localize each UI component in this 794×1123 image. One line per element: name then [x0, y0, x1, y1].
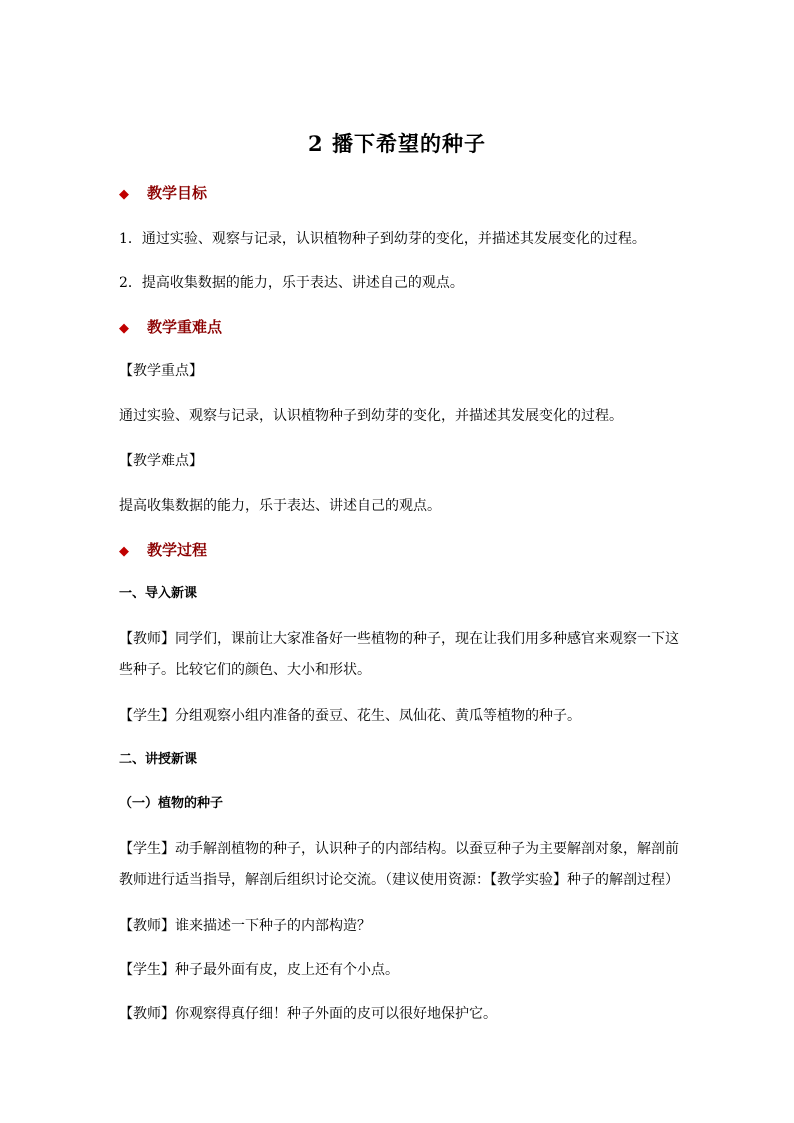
- difficult-point-text: 提高收集数据的能力，乐于表达、讲述自己的观点。: [119, 498, 441, 514]
- section-label: 教学目标: [147, 184, 208, 202]
- part2-student-paragraph-2: 【学生】种子最外面有皮，皮上还有个小点。: [119, 962, 399, 978]
- difficult-point-heading: 【教学难点】: [119, 453, 203, 469]
- goal-item-2: 2．提高收集数据的能力，乐于表达、讲述自己的观点。: [119, 275, 464, 291]
- part2-heading: 二、讲授新课: [119, 752, 198, 767]
- document-title: 2 播下希望的种子: [308, 131, 486, 156]
- section-heading-goals: [119, 178, 689, 210]
- section-label: 教学重难点: [147, 318, 223, 336]
- part1-heading: 一、导入新课: [119, 586, 198, 601]
- section-heading-key-difficult: [119, 312, 689, 344]
- diamond-bullet-icon: ◆: [119, 321, 129, 336]
- key-point-text: 通过实验、观察与记录，认识植物种子到幼芽的变化，并描述其发展变化的过程。: [119, 408, 623, 424]
- part1-teacher-paragraph: 【教师】同学们，课前让大家准备好一些植物的种子，现在让我们用多种感官来观察一下这些种子。比较它们的颜色、大小和形状。: [119, 631, 679, 678]
- section-label: 教学过程: [147, 541, 208, 559]
- goal-item-1: 1．通过实验、观察与记录，认识植物种子到幼芽的变化，并描述其发展变化的过程。: [119, 231, 646, 247]
- key-point-heading: 【教学重点】: [119, 363, 203, 379]
- part2-teacher-paragraph-1: 【教师】谁来描述一下种子的内部构造？: [119, 918, 371, 934]
- part2-teacher-paragraph-2: 【教师】你观察得真仔细！种子外面的皮可以很好地保护它。: [119, 1006, 497, 1022]
- part1-student-paragraph: 【学生】分组观察小组内准备的蚕豆、花生、凤仙花、黄瓜等植物的种子。: [119, 708, 581, 724]
- part2-student-paragraph-1: 【学生】动手解剖植物的种子，认识种子的内部结构。以蚕豆种子为主要解剖对象，解剖前教师进行适当指导，解剖后组织讨论交流。（建议使用资源：【教学实验】种子的解剖过程）: [119, 841, 679, 888]
- diamond-bullet-icon: ◆: [119, 187, 129, 202]
- part2-subheading: （一）植物的种子: [119, 796, 224, 811]
- diamond-bullet-icon: ◆: [119, 544, 129, 559]
- section-heading-process: [119, 535, 689, 567]
